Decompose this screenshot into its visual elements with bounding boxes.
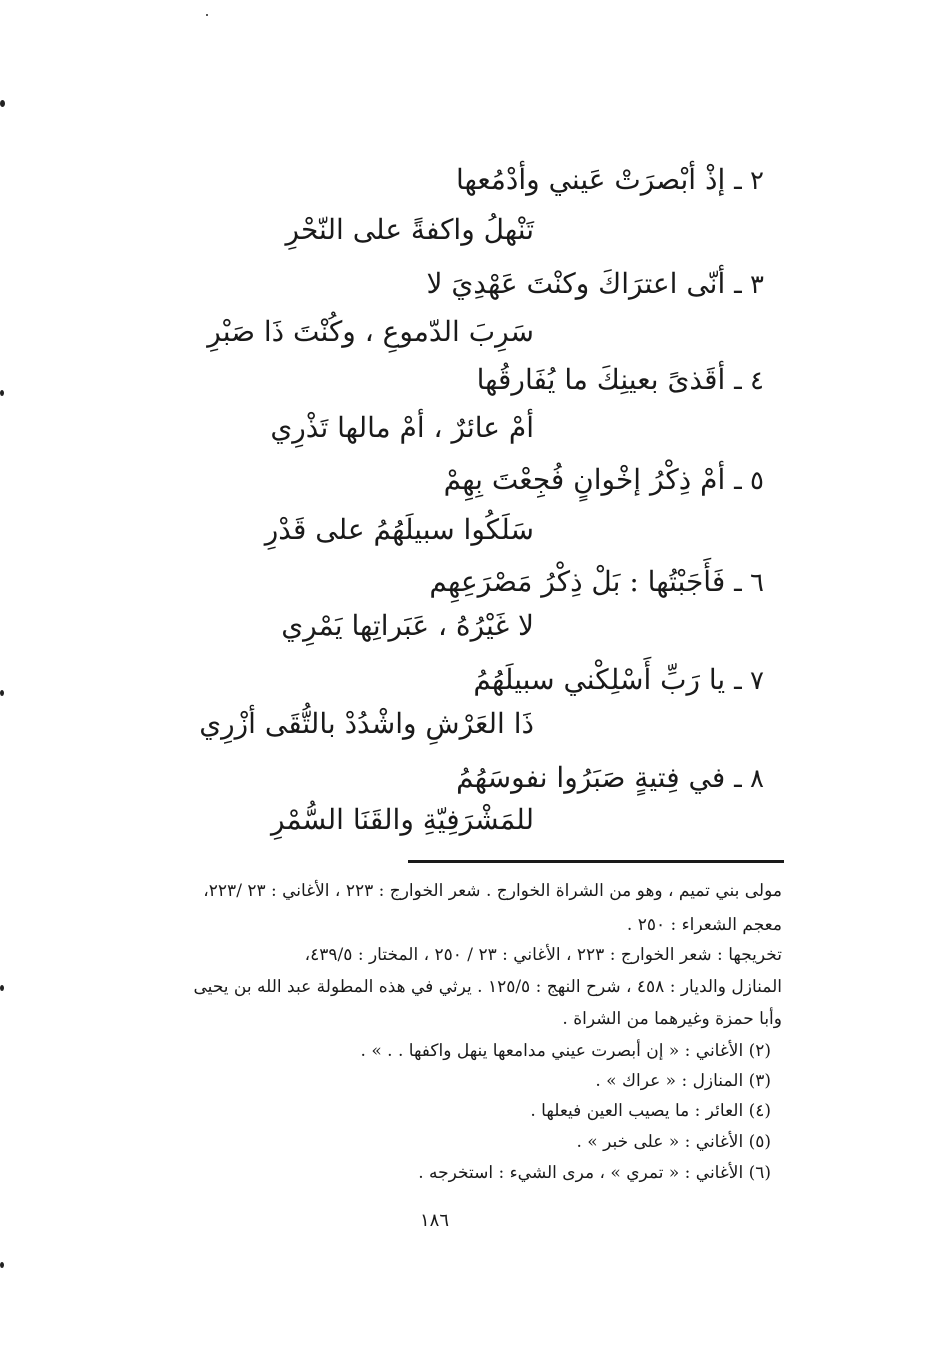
footnote-line: المنازل والديار : ٤٥٨ ، شرح النهج : ١٢٥/٥ . يرثي في هذه المطولة عبد الله بن يحيى (193, 977, 782, 997)
verse-second-hemistich: سَلَكُوا سبيلَهُمُ على قَدْرِ (264, 513, 534, 546)
scan-speck (0, 985, 4, 991)
verse-text: أنّى اعترَاكَ وكنْتَ عَهْدِيَ لا (426, 267, 726, 300)
verse-number: ٨ ـ (734, 764, 764, 794)
verse-number: ٥ ـ (734, 466, 764, 496)
verse-first-hemistich (456, 758, 764, 799)
verse-first-hemistich (477, 360, 764, 401)
verse-first-hemistich (426, 264, 764, 305)
verse-second-hemistich: لا غَيْرُهُ ، عَبَراتِها يَمْرِي (281, 609, 534, 642)
footnote-item: (٣) المنازل : « عراك » . (595, 1071, 771, 1091)
verse-number: ٤ ـ (734, 366, 764, 396)
verse-number: ٢ ـ (734, 166, 764, 196)
verse-text: أمْ ذِكْرُ إخْوانٍ فُجِعْتَ بِهِمْ (443, 463, 726, 496)
verse-second-hemistich: سَرِبَ الدّموعِ ، وكُنْتَ ذَا صَبْرِ (207, 315, 534, 348)
page-number: ١٨٦ (420, 1210, 450, 1231)
footnote-line: معجم الشعراء : ٢٥٠ . (626, 915, 782, 935)
footnote-item: (٤) العائر : ما يصيب العين فيعلها . (530, 1101, 771, 1121)
footnote-item: (٢) الأغاني : « إن أبصرت عيني مدامعها ينهل واكفها . . » . (360, 1041, 771, 1061)
footnote-line: وأبا حمزة وغيرهما من الشراة . (562, 1009, 782, 1029)
verse-text: في فِتيةٍ صَبَرُوا نفوسَهُمُ (456, 761, 726, 794)
verse-text: أقَذىً بعينِكَ ما يُفَارقُها (476, 363, 726, 396)
verse-first-hemistich (456, 160, 764, 201)
scan-speck (0, 690, 4, 696)
verse-first-hemistich (444, 460, 764, 501)
verse-first-hemistich (429, 562, 764, 603)
verse-second-hemistich: ذَا العَرْشِ واشْدُدْ بالتُّقَى أزْرِي (199, 707, 534, 740)
verse-second-hemistich: أمْ عائرٌ ، أمْ مالها تَذْرِي (270, 411, 534, 444)
verse-text: إذْ أبْصرَتْ عَيني وأدْمُعها (455, 163, 726, 196)
verse-text: فَأَجَبْتُها : بَلْ ذِكْرُ مَصْرَعِهِم (429, 565, 726, 598)
verse-second-hemistich: للمَشْرَفِيّةِ والقَنَا السُّمْرِ (271, 803, 534, 836)
verse-number: ٧ ـ (734, 666, 764, 696)
verse-second-hemistich: تَنْهلُ واكفةً على النّحْرِ (285, 213, 534, 246)
footnote-line: مولى بني تميم ، وهو من الشراة الخوارج . شعر الخوارج : ٢٢٣ ، الأغاني : ٢٣ /٢٢٣، (203, 881, 782, 901)
scan-speck (0, 390, 4, 396)
footnote-divider (408, 860, 784, 863)
scan-speck (0, 1262, 4, 1268)
verse-text: يا رَبِّ أَسْلِكْني سبيلَهُمُ (473, 663, 726, 696)
footnote-line: تخريجها : شعر الخوارج : ٢٢٣ ، الأغاني : ٢٣ / ٢٥٠ ، المختار : ٤٣٩/٥، (304, 945, 782, 965)
verse-number: ٣ ـ (734, 270, 764, 300)
footnote-item: (٥) الأغاني : « على خبر » . (576, 1132, 771, 1152)
scan-speck (0, 100, 5, 107)
scan-speck (206, 14, 208, 16)
footnote-item: (٦) الأغاني : « تمري » ، مرى الشيء : استخرجه . (418, 1163, 771, 1183)
verse-first-hemistich (473, 660, 764, 701)
verse-number: ٦ ـ (734, 568, 764, 598)
